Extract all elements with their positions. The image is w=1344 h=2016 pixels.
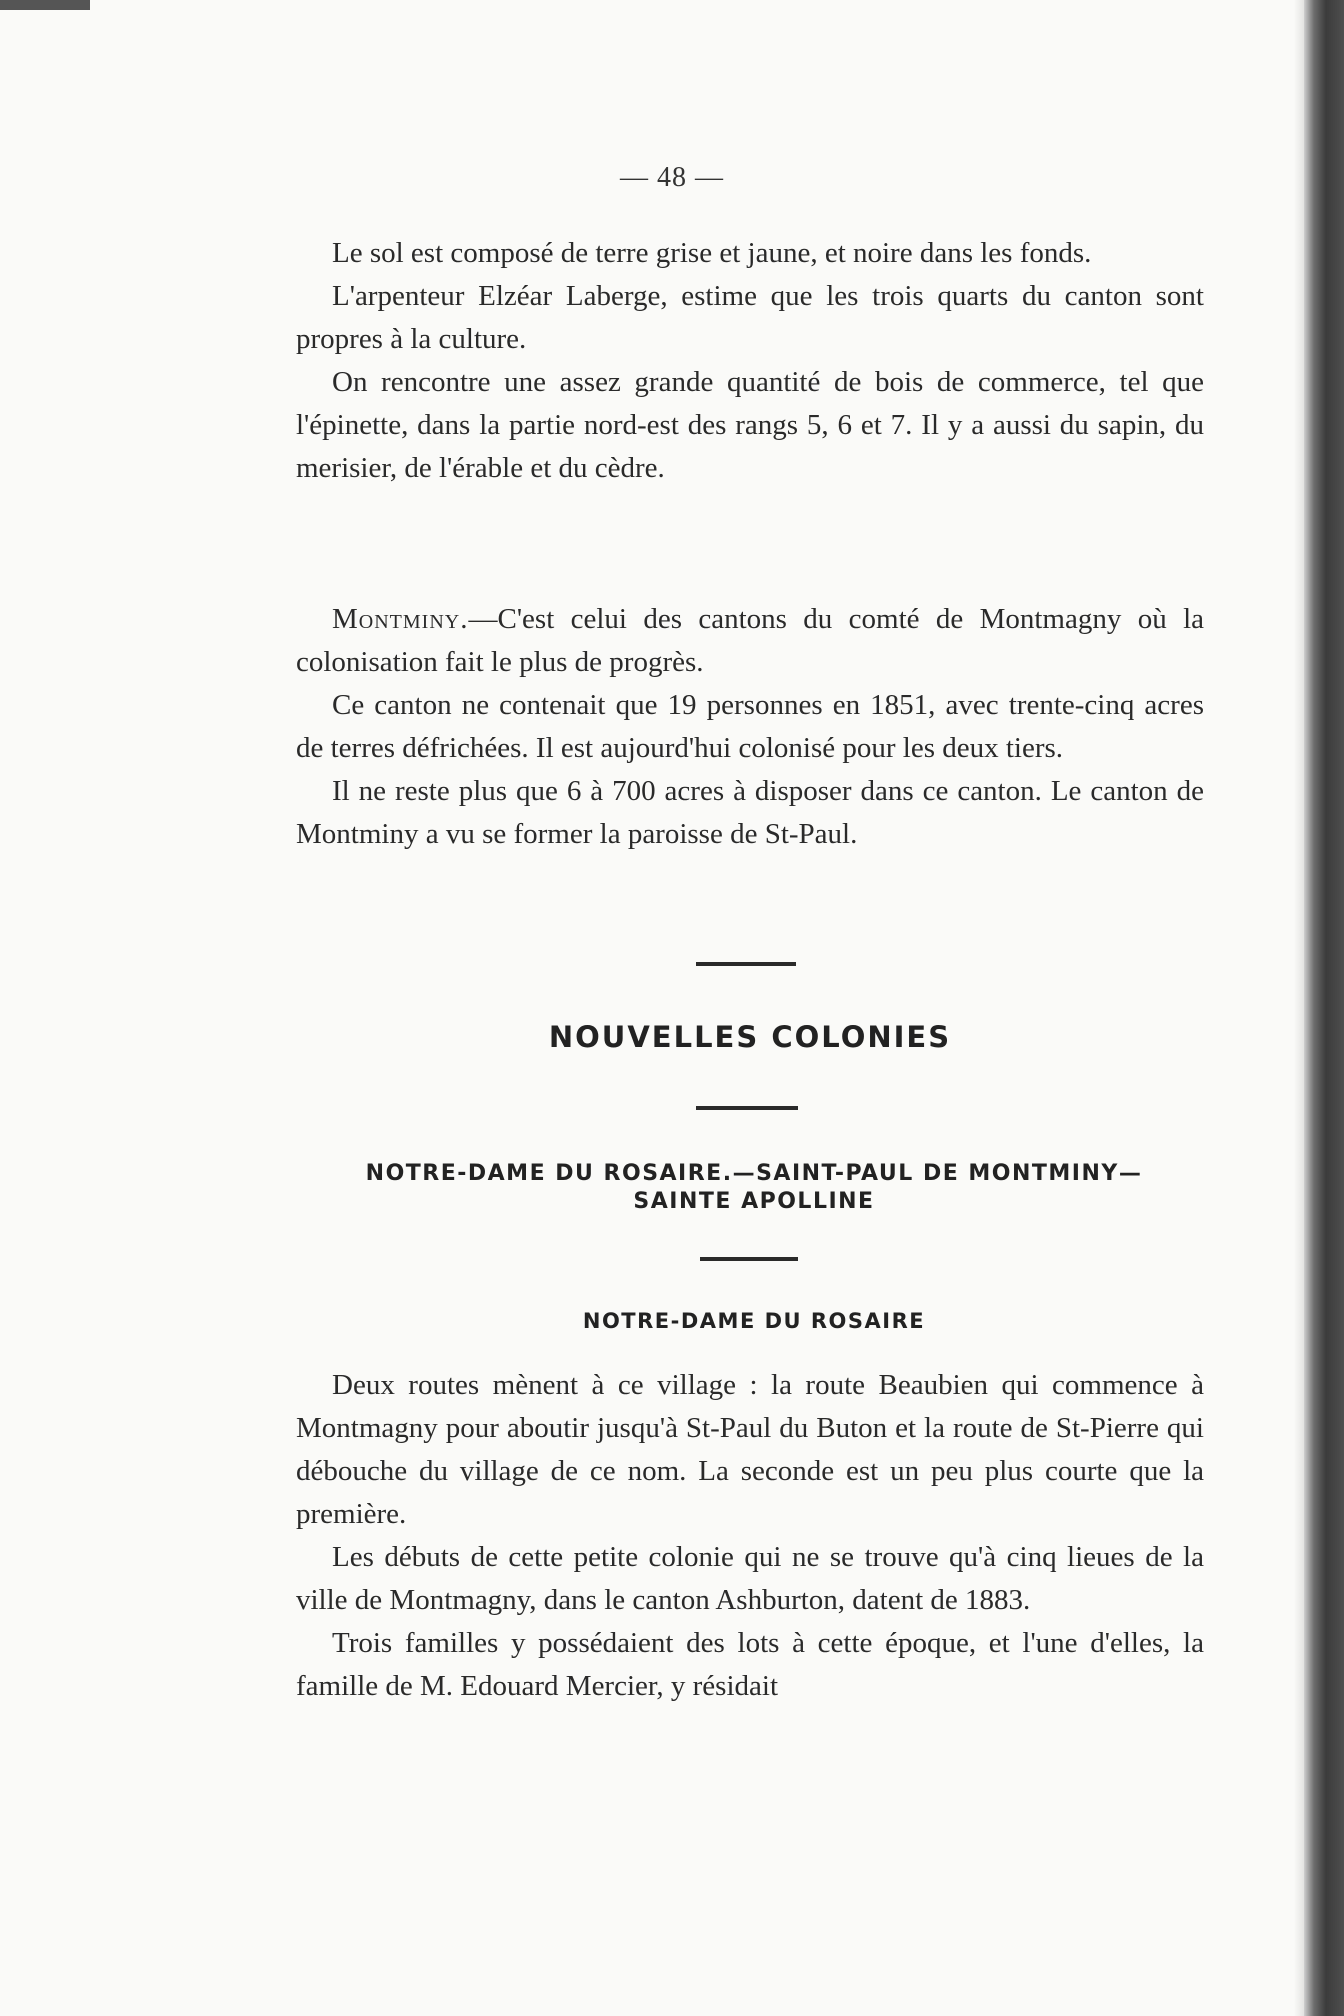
canton-name: Montminy.	[332, 603, 469, 635]
paragraph: Trois familles y possédaient des lots à cette époque, et l'une d'elles, la famille de M. Edouard Mercier, y résidait	[296, 1627, 1204, 1702]
sub-heading-line: NOTRE-DAME DU ROSAIRE.—SAINT-PAUL DE MONTMINY—	[365, 1161, 1143, 1186]
section-montminy-text	[296, 598, 1204, 856]
page-number: — 48 —	[620, 162, 724, 193]
scan-corner-mark	[0, 0, 90, 10]
separator-rule	[696, 962, 796, 966]
separator-rule	[696, 1106, 798, 1110]
sub-heading	[296, 1160, 1212, 1216]
book-spine-edge	[1304, 0, 1344, 2016]
paragraph: Ce canton ne contenait que 19 personnes en 1851, avec trente-cinq acres de terres défrichées. Il est aujourd'hui colonisé pour les deux tiers.	[296, 689, 1204, 764]
section-heading: NOTRE-DAME DU ROSAIRE	[582, 1309, 926, 1333]
section-soil-text	[296, 232, 1204, 490]
paragraph	[296, 598, 1204, 684]
sub-heading-line: SAINTE APOLLINE	[633, 1189, 875, 1214]
page-edge-shadow	[1294, 0, 1304, 2016]
paragraph-rest: —C'est celui des cantons du comté de Montmagny où la colonisation fait le plus de progrès.	[296, 603, 1204, 678]
paragraph: Le sol est composé de terre grise et jaune, et noire dans les fonds.	[332, 237, 1092, 269]
paragraph: Il ne reste plus que 6 à 700 acres à disposer dans ce canton. Le canton de Montminy a vu se former la paroisse de St-Paul.	[296, 775, 1204, 850]
main-heading: NOUVELLES COLONIES	[548, 1020, 952, 1054]
paragraph: On rencontre une assez grande quantité de bois de commerce, tel que l'épinette, dans la partie nord-est des rangs 5, 6 et 7. Il y a aussi du sapin, du merisier, de l'érable et du cèdre.	[296, 366, 1204, 484]
paragraph: Les débuts de cette petite colonie qui ne se trouve qu'à cinq lieues de la ville de Montmagny, dans le canton Ashburton, datent de 1883.	[296, 1541, 1204, 1616]
paragraph: L'arpenteur Elzéar Laberge, estime que les trois quarts du canton sont propres à la culture.	[296, 280, 1204, 355]
separator-rule	[700, 1257, 798, 1261]
paragraph: Deux routes mènent à ce village : la route Beaubien qui commence à Montmagny pour aboutir jusqu'à St-Paul du Buton et la route de St-Pierre qui débouche du village de ce nom. La seconde est un peu plus courte que la première.	[296, 1369, 1204, 1530]
section-rosaire-text	[296, 1364, 1204, 1708]
